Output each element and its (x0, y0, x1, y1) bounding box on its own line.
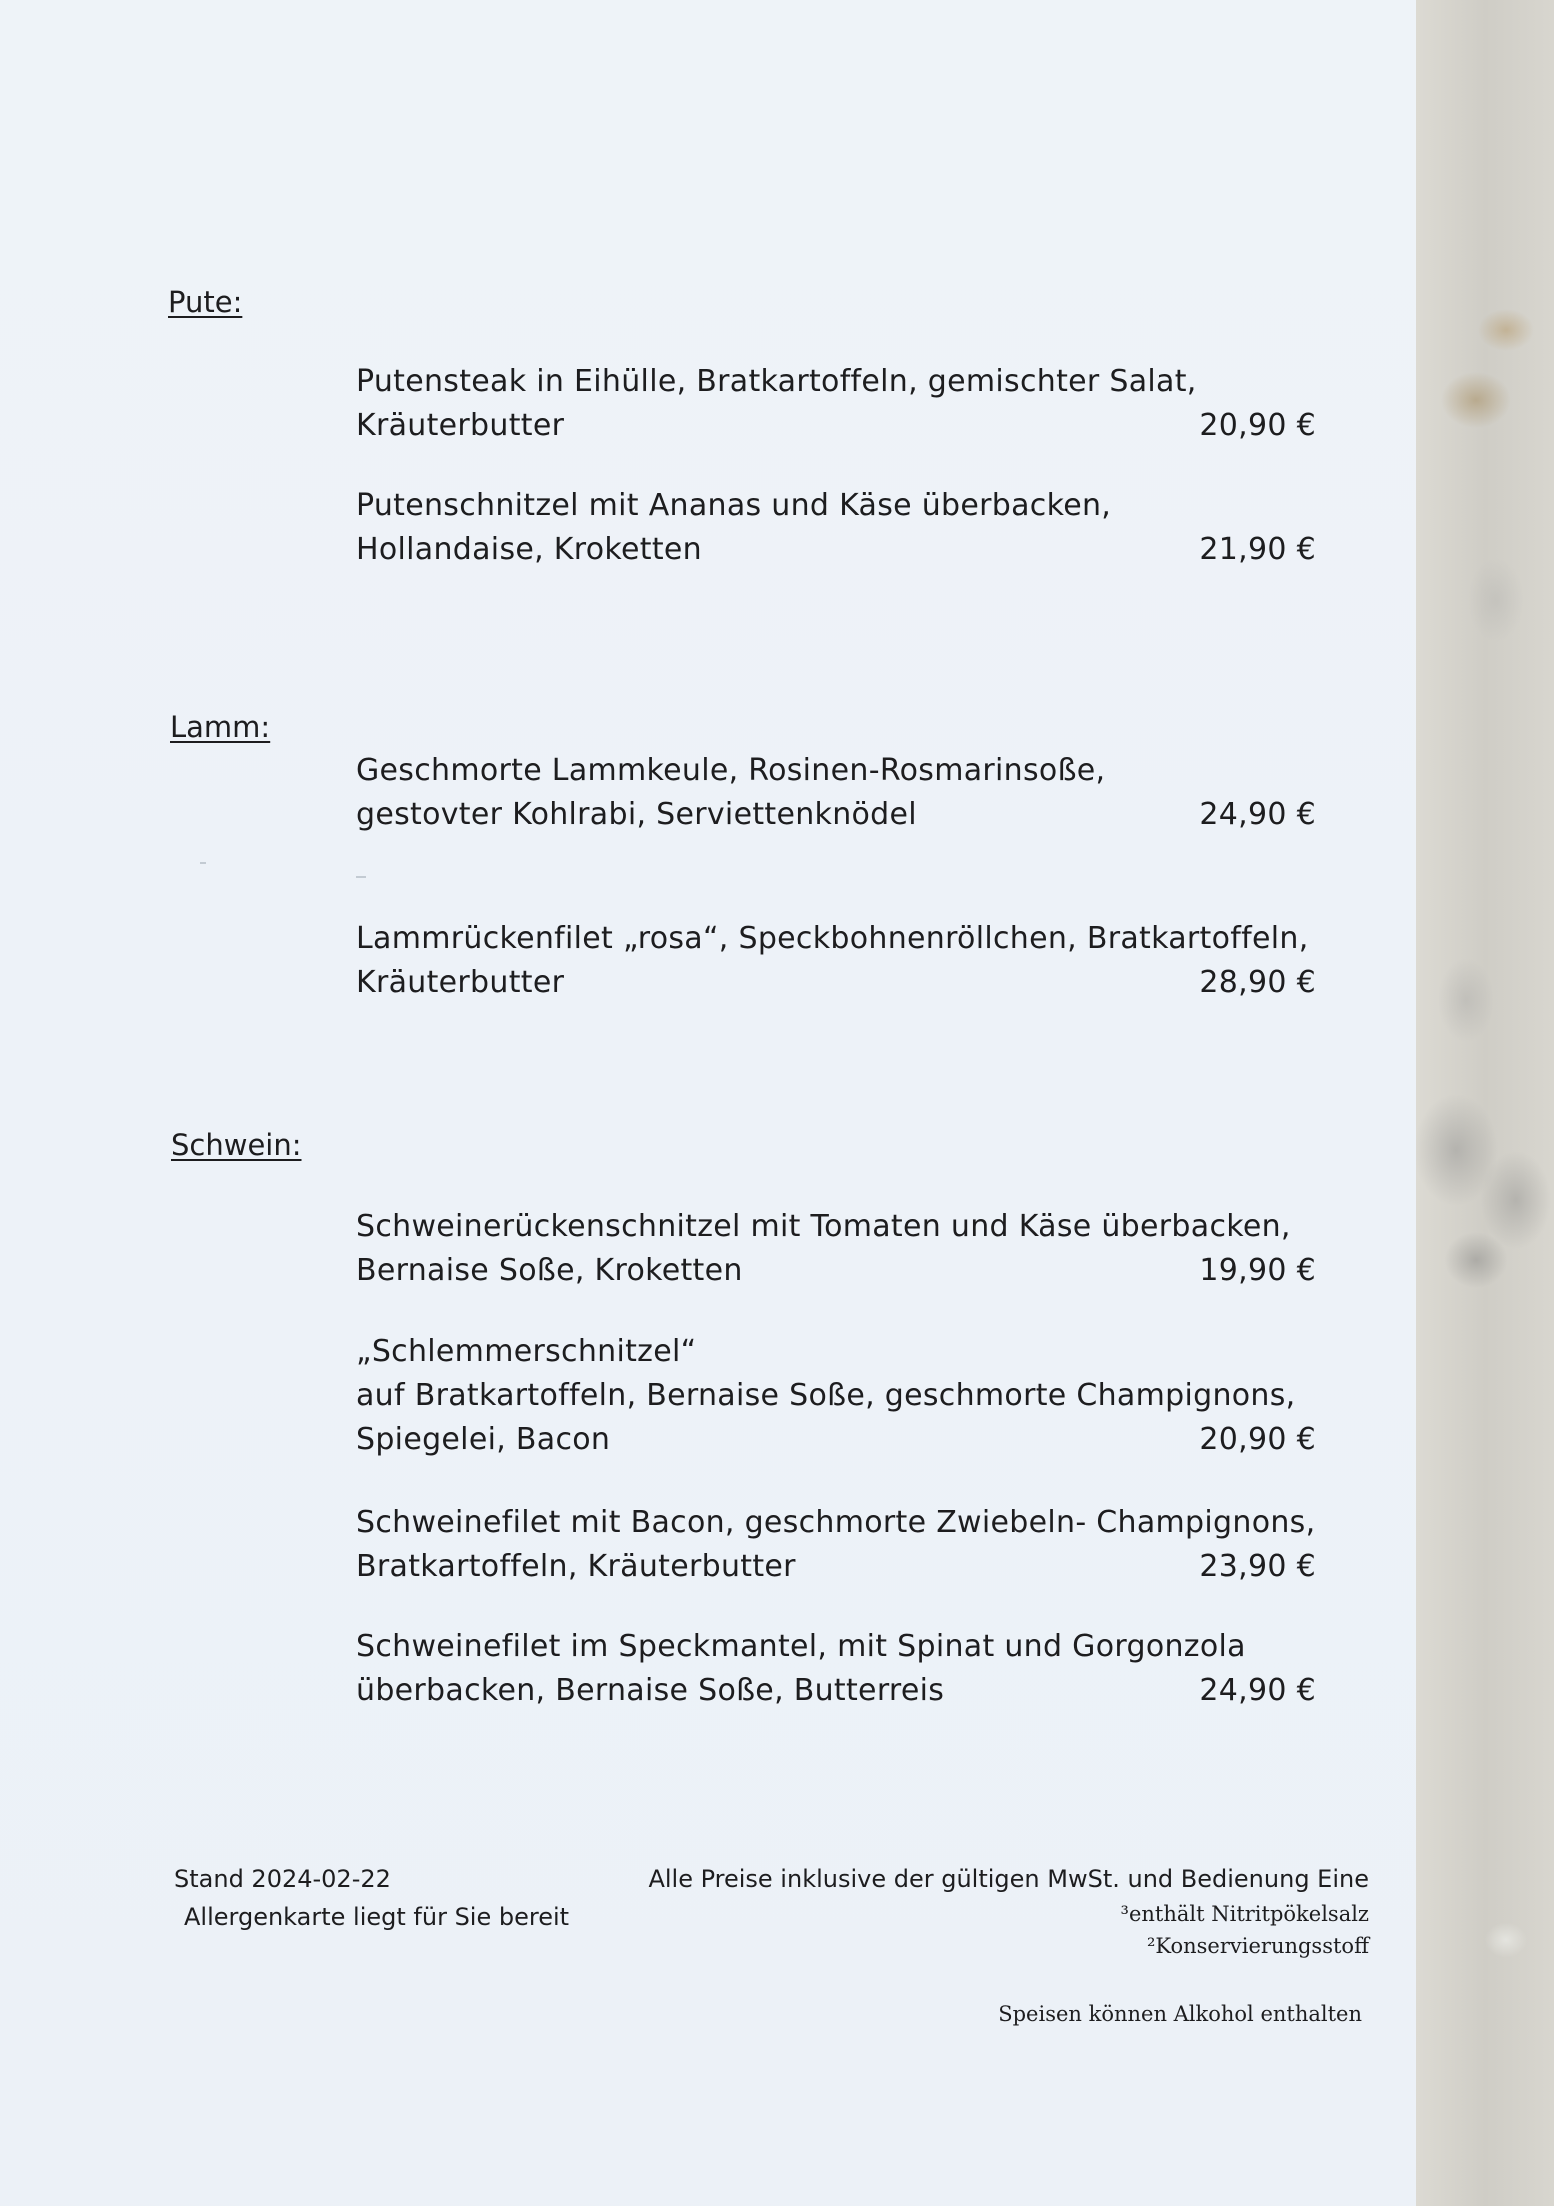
item-description-line: überbacken, Bernaise Soße, Butterreis (356, 1673, 945, 1708)
item-description-line: Schweinefilet im Speckmantel, mit Spinat und Gorgonzola (356, 1629, 1246, 1664)
menu-item (356, 1501, 1316, 1589)
item-price: 28,90 € (1199, 965, 1316, 1000)
item-price: 23,90 € (1199, 1549, 1316, 1584)
section-title-pute: Pute: (168, 285, 243, 319)
item-description-line: Schweinerückenschnitzel mit Tomaten und Käse überbacken, (356, 1209, 1291, 1244)
item-price: 24,90 € (1199, 797, 1316, 832)
menu-item (356, 1330, 1316, 1462)
allergen-note: Allergenkarte liegt für Sie bereit (184, 1903, 570, 1931)
section-title-schwein: Schwein: (171, 1128, 302, 1162)
item-price: 20,90 € (1199, 1422, 1316, 1457)
menu-item (356, 484, 1316, 572)
scan-speck (356, 876, 366, 878)
item-price: 21,90 € (1199, 532, 1316, 567)
item-description-line: Bratkartoffeln, Kräuterbutter (356, 1549, 796, 1584)
item-description-line: Putensteak in Eihülle, Bratkartoffeln, gemischter Salat, (356, 364, 1197, 399)
item-description-line: Putenschnitzel mit Ananas und Käse überbacken, (356, 488, 1112, 523)
menu-item (356, 1625, 1316, 1713)
alcohol-note: Speisen können Alkohol enthalten (998, 2002, 1362, 2026)
item-description-line: gestovter Kohlrabi, Serviettenknödel (356, 797, 917, 832)
item-description-line: Geschmorte Lammkeule, Rosinen-Rosmarinsoße, (356, 753, 1106, 788)
footnote-nitrite: ³enthält Nitritpökelsalz (1120, 1902, 1369, 1926)
item-price: 24,90 € (1199, 1673, 1316, 1708)
footer-left (174, 1860, 569, 1936)
menu-item (356, 749, 1316, 837)
item-description-line: Lammrückenfilet „rosa“, Speckbohnenröllchen, Bratkartoffeln, (356, 921, 1309, 956)
footnote-preservative: ²Konservierungsstoff (1146, 1934, 1369, 1958)
section-title-lamm: Lamm: (170, 710, 271, 744)
prices-note: Alle Preise inklusive der gültigen MwSt. und Bedienung Eine (648, 1865, 1369, 1893)
item-description-line: Kräuterbutter (356, 408, 565, 443)
menu-item (356, 360, 1316, 448)
item-price: 20,90 € (1199, 408, 1316, 443)
menu-item (356, 917, 1316, 1005)
sand-border-decoration (1416, 0, 1554, 2206)
item-description-line: Hollandaise, Kroketten (356, 532, 702, 567)
item-description-line: auf Bratkartoffeln, Bernaise Soße, geschmorte Champignons, (356, 1378, 1296, 1413)
item-description-line: Spiegelei, Bacon (356, 1422, 611, 1457)
item-description-line: Bernaise Soße, Kroketten (356, 1253, 743, 1288)
stand-date: Stand 2024-02-22 (174, 1865, 391, 1893)
item-description-line: „Schlemmerschnitzel“ (356, 1334, 697, 1369)
item-description-line: Schweinefilet mit Bacon, geschmorte Zwiebeln- Champignons, (356, 1505, 1316, 1540)
footnotes (1121, 1898, 1369, 1962)
scan-speck (200, 862, 206, 864)
item-price: 19,90 € (1199, 1253, 1316, 1288)
item-description-line: Kräuterbutter (356, 965, 565, 1000)
menu-item (356, 1205, 1316, 1293)
